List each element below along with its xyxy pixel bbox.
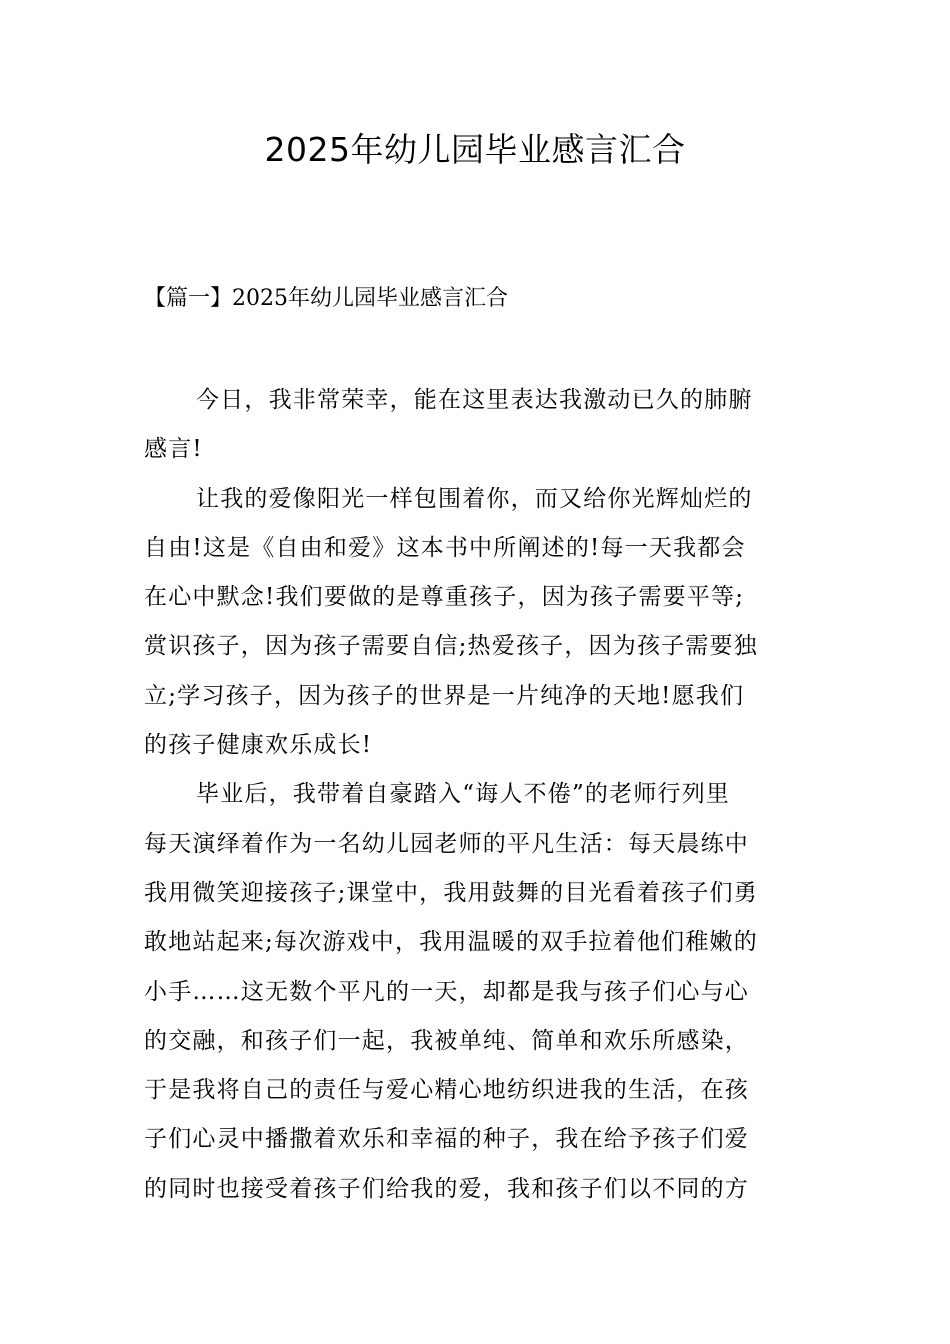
- section-heading: 【篇一】2025年幼儿园毕业感言汇合: [144, 286, 508, 311]
- text-line: 今日，我非常荣幸，能在这里表达我激动已久的肺腑: [196, 387, 753, 413]
- text-line: 的交融，和孩子们一起，我被单纯、简单和欢乐所感染，: [144, 1027, 749, 1054]
- text-line: 立;学习孩子，因为孩子的世界是一片纯净的天地!愿我们: [144, 682, 745, 709]
- text-line: 敢地站起来;每次游戏中，我用温暖的双手拉着他们稚嫩的: [144, 929, 758, 956]
- text-line: 毕业后，我带着自豪踏入“诲人不倦”的老师行列里: [196, 781, 731, 808]
- text-line: 的孩子健康欢乐成长!: [144, 732, 373, 759]
- text-line: 感言!: [144, 436, 203, 463]
- text-line: 赏识孩子，因为孩子需要自信;热爱孩子，因为孩子需要独: [144, 633, 758, 660]
- text-line: 在心中默念!我们要做的是尊重孩子，因为孩子需要平等;: [144, 584, 745, 611]
- text-line: 自由!这是《自由和爱》这本书中所阐述的!每一天我都会: [144, 534, 746, 561]
- text-line: 每天演绎着作为一名幼儿园老师的平凡生活：每天晨练中: [144, 830, 749, 857]
- text-line: 子们心灵中播撒着欢乐和幸福的种子，我在给予孩子们爱: [144, 1126, 749, 1153]
- text-line: 我用微笑迎接孩子;课堂中，我用鼓舞的目光看着孩子们勇: [144, 879, 758, 906]
- text-line: 于是我将自己的责任与爱心精心地纺织进我的生活，在孩: [144, 1077, 749, 1104]
- text-line: 让我的爱像阳光一样包围着你，而又给你光辉灿烂的: [196, 485, 753, 512]
- text-line: 小手……这无数个平凡的一天，却都是我与孩子们心与心: [144, 978, 749, 1005]
- text-line: 的同时也接受着孩子们给我的爱，我和孩子们以不同的方: [144, 1175, 749, 1202]
- document-title: 2025年幼儿园毕业感言汇合: [264, 130, 686, 169]
- body-text: [144, 376, 824, 1214]
